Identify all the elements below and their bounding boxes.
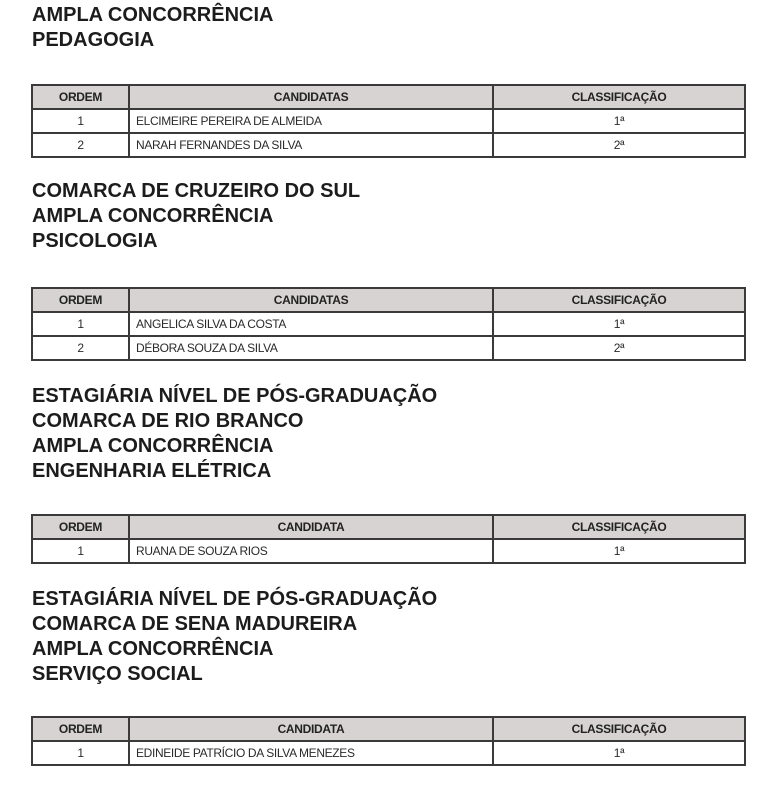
cell-candidate-name: DÉBORA SOUZA DA SILVA xyxy=(129,336,493,360)
column-header-ordem: ORDEM xyxy=(32,717,129,741)
heading-line: AMPLA CONCORRÊNCIA xyxy=(32,4,274,26)
cell-classificacao: 1ª xyxy=(493,109,745,133)
cell-classificacao: 1ª xyxy=(493,539,745,563)
cell-ordem: 1 xyxy=(32,109,129,133)
section-heading-pedagogia xyxy=(32,3,273,53)
heading-line: ESTAGIÁRIA NÍVEL DE PÓS-GRADUAÇÃO xyxy=(32,385,438,407)
table-header-row xyxy=(32,288,745,312)
section-heading-servico-social xyxy=(32,587,437,687)
cell-ordem: 2 xyxy=(32,336,129,360)
cell-ordem: 1 xyxy=(32,312,129,336)
section-heading-engenharia-eletrica xyxy=(32,384,437,484)
section-heading-psicologia xyxy=(32,179,360,254)
cell-candidate-name: EDINEIDE PATRÍCIO DA SILVA MENEZES xyxy=(129,741,493,765)
column-header-classificacao: CLASSIFICAÇÃO xyxy=(493,717,745,741)
column-header-ordem: ORDEM xyxy=(32,515,129,539)
table-row xyxy=(32,109,745,133)
column-header-classificacao: CLASSIFICAÇÃO xyxy=(493,85,745,109)
results-table-psicologia xyxy=(31,287,746,361)
cell-classificacao: 2ª xyxy=(493,133,745,157)
table-header-row xyxy=(32,85,745,109)
cell-classificacao: 2ª xyxy=(493,336,745,360)
cell-ordem: 1 xyxy=(32,539,129,563)
results-table-pedagogia xyxy=(31,84,746,158)
heading-line: SERVIÇO SOCIAL xyxy=(32,663,203,685)
heading-line: PSICOLOGIA xyxy=(32,230,158,252)
column-header-candidatas: CANDIDATAS xyxy=(129,288,493,312)
cell-candidate-name: ELCIMEIRE PEREIRA DE ALMEIDA xyxy=(129,109,493,133)
heading-line: ENGENHARIA ELÉTRICA xyxy=(32,460,272,482)
column-header-candidatas: CANDIDATAS xyxy=(129,85,493,109)
cell-ordem: 1 xyxy=(32,741,129,765)
column-header-ordem: ORDEM xyxy=(32,288,129,312)
heading-line: COMARCA DE SENA MADUREIRA xyxy=(32,613,358,635)
cell-candidate-name: RUANA DE SOUZA RIOS xyxy=(129,539,493,563)
column-header-candidata: CANDIDATA xyxy=(129,515,493,539)
cell-classificacao: 1ª xyxy=(493,312,745,336)
results-table-servico-social xyxy=(31,716,746,766)
column-header-ordem: ORDEM xyxy=(32,85,129,109)
table-row xyxy=(32,741,745,765)
cell-candidate-name: NARAH FERNANDES DA SILVA xyxy=(129,133,493,157)
heading-line: COMARCA DE RIO BRANCO xyxy=(32,410,304,432)
heading-line: ESTAGIÁRIA NÍVEL DE PÓS-GRADUAÇÃO xyxy=(32,588,438,610)
cell-classificacao: 1ª xyxy=(493,741,745,765)
heading-line: PEDAGOGIA xyxy=(32,29,155,51)
cell-ordem: 2 xyxy=(32,133,129,157)
column-header-classificacao: CLASSIFICAÇÃO xyxy=(493,288,745,312)
table-row xyxy=(32,539,745,563)
results-table-engenharia-eletrica xyxy=(31,514,746,564)
table-row xyxy=(32,133,745,157)
heading-line: COMARCA DE CRUZEIRO DO SUL xyxy=(32,180,361,202)
heading-line: AMPLA CONCORRÊNCIA xyxy=(32,205,274,227)
column-header-classificacao: CLASSIFICAÇÃO xyxy=(493,515,745,539)
table-row xyxy=(32,312,745,336)
heading-line: AMPLA CONCORRÊNCIA xyxy=(32,638,274,660)
cell-candidate-name: ANGELICA SILVA DA COSTA xyxy=(129,312,493,336)
table-row xyxy=(32,336,745,360)
table-header-row xyxy=(32,717,745,741)
heading-line: AMPLA CONCORRÊNCIA xyxy=(32,435,274,457)
column-header-candidata: CANDIDATA xyxy=(129,717,493,741)
table-header-row xyxy=(32,515,745,539)
